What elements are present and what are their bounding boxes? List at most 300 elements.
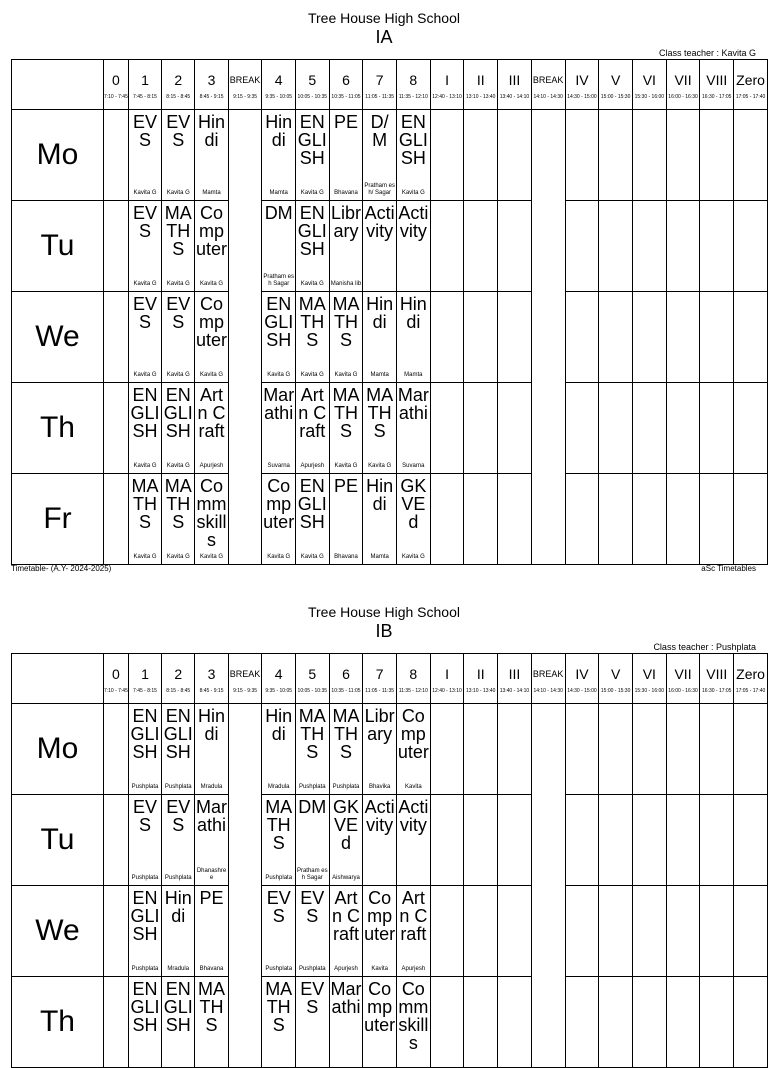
lesson-cell xyxy=(262,795,295,886)
lesson-teacher: Kavita G xyxy=(334,372,358,378)
period-time: 11:35 - 12:10 xyxy=(398,687,428,694)
lesson-cell xyxy=(195,383,228,474)
lesson-cell xyxy=(103,795,128,886)
lesson-teacher: Pratham esh Sagar xyxy=(263,274,295,287)
lesson-subject: MATHS xyxy=(131,476,159,532)
lesson-teacher: Kavita G xyxy=(300,554,324,560)
lesson-cell xyxy=(128,292,161,383)
lesson-cell xyxy=(464,383,498,474)
lesson-teacher: Kavita G xyxy=(166,281,190,287)
period-time: 13:10 - 13:40 xyxy=(465,687,496,694)
lesson-cell xyxy=(599,704,633,795)
lesson-cell xyxy=(195,292,228,383)
lesson-subject: ENGLISH xyxy=(130,706,160,762)
period-label: VII xyxy=(674,71,692,88)
day-row xyxy=(12,795,768,886)
period-time: 15:00 - 15:30 xyxy=(600,687,631,694)
lesson-teacher: Kavita G xyxy=(166,463,190,469)
lesson-cell xyxy=(103,474,128,565)
lesson-cell xyxy=(329,292,363,383)
day-label: Mo xyxy=(12,110,104,201)
period-header xyxy=(464,654,498,704)
lesson-cell xyxy=(599,383,633,474)
lesson-cell xyxy=(700,886,734,977)
class-name: IA xyxy=(375,27,393,47)
period-time: 11:05 - 11:35 xyxy=(365,93,395,100)
lesson-cell xyxy=(363,474,397,565)
lesson-cell xyxy=(734,292,768,383)
period-header xyxy=(632,60,666,110)
period-label: III xyxy=(508,71,521,88)
period-header xyxy=(329,654,363,704)
lesson-subject: Marathi xyxy=(196,797,228,835)
lesson-teacher: Kavita G xyxy=(133,190,157,196)
lesson-cell xyxy=(329,704,363,795)
period-header xyxy=(295,60,329,110)
lesson-cell xyxy=(498,977,532,1068)
lesson-cell xyxy=(195,977,228,1068)
lesson-cell xyxy=(195,795,228,886)
lesson-subject: Hindi xyxy=(198,112,226,150)
period-header xyxy=(632,654,666,704)
period-label: 3 xyxy=(207,71,216,88)
day-row xyxy=(12,886,768,977)
lesson-teacher: Pushplata xyxy=(265,966,293,972)
lesson-cell xyxy=(565,110,599,201)
class-teacher: Class teacher : Kavita G xyxy=(658,48,756,58)
lesson-teacher: Kavita G xyxy=(166,190,190,196)
lesson-cell xyxy=(498,110,532,201)
lesson-cell xyxy=(666,292,700,383)
period-label: 1 xyxy=(141,665,149,682)
lesson-subject: EVS xyxy=(300,979,325,1017)
lesson-cell xyxy=(363,292,397,383)
lesson-cell xyxy=(363,977,397,1068)
lesson-subject: MATHS xyxy=(265,979,293,1035)
lesson-subject: ENGLISH xyxy=(163,979,193,1035)
lesson-cell xyxy=(128,201,161,292)
lesson-teacher: Bhavana xyxy=(199,966,224,972)
lesson-cell xyxy=(632,292,666,383)
lesson-teacher: Pushplata xyxy=(164,784,192,790)
period-label: 7 xyxy=(375,665,384,682)
lesson-cell xyxy=(162,886,195,977)
lesson-cell xyxy=(734,977,768,1068)
lesson-cell xyxy=(262,383,295,474)
lesson-cell xyxy=(734,704,768,795)
lesson-teacher: Mradula xyxy=(200,784,223,790)
lesson-cell xyxy=(396,383,430,474)
period-time: 9:35 - 10:05 xyxy=(265,93,293,100)
lesson-cell xyxy=(464,292,498,383)
footer-left: Timetable- (A.Y- 2024-2025) xyxy=(11,564,112,573)
lesson-subject: ENGLISH xyxy=(163,385,193,441)
lesson-cell xyxy=(162,474,195,565)
lesson-cell xyxy=(700,977,734,1068)
lesson-subject: Hindi xyxy=(265,706,293,744)
lesson-teacher: Mradula xyxy=(167,966,190,972)
lesson-cell xyxy=(128,886,161,977)
lesson-teacher: Apurjesh xyxy=(300,463,325,469)
lesson-teacher: Kavita xyxy=(371,966,388,972)
class-teacher: Class teacher : Pushplata xyxy=(653,642,756,652)
period-time: 8:45 - 9:15 xyxy=(199,687,224,694)
lesson-cell xyxy=(262,292,295,383)
lesson-cell xyxy=(363,201,397,292)
lesson-cell xyxy=(162,383,195,474)
period-label: 8 xyxy=(409,71,418,88)
lesson-cell xyxy=(498,474,532,565)
period-header xyxy=(103,654,128,704)
lesson-subject: MATHS xyxy=(298,706,326,762)
lesson-cell xyxy=(498,795,532,886)
period-header xyxy=(363,60,397,110)
lesson-subject: ENGLISH xyxy=(130,385,160,441)
lesson-teacher: Bhavana xyxy=(334,190,358,196)
period-time: 11:35 - 12:10 xyxy=(398,93,428,100)
period-header xyxy=(464,60,498,110)
lesson-teacher: Mamta xyxy=(404,372,423,378)
period-time: 12:40 - 13:10 xyxy=(432,93,462,100)
period-label: 0 xyxy=(112,665,120,682)
lesson-cell xyxy=(396,977,430,1068)
lesson-cell xyxy=(396,292,430,383)
period-time: 10:35 - 11:05 xyxy=(331,687,361,694)
lesson-subject: Library xyxy=(330,203,361,241)
period-label: VI xyxy=(642,71,656,88)
period-header xyxy=(262,654,295,704)
lesson-cell xyxy=(295,383,329,474)
lesson-cell xyxy=(128,704,161,795)
period-header xyxy=(666,654,700,704)
lesson-cell xyxy=(666,110,700,201)
period-time: 9:35 - 10:05 xyxy=(265,687,293,694)
period-header xyxy=(228,654,262,704)
period-label: 0 xyxy=(112,71,120,88)
lesson-teacher: Kavita G xyxy=(300,190,324,196)
lesson-cell xyxy=(430,886,464,977)
lesson-cell xyxy=(700,474,734,565)
lesson-teacher: Suvarna xyxy=(402,463,425,469)
lesson-teacher: Kavita xyxy=(404,784,422,790)
lesson-teacher: Kavita G xyxy=(133,463,157,469)
lesson-cell xyxy=(632,886,666,977)
lesson-subject: Hindi xyxy=(198,706,226,744)
lesson-cell xyxy=(295,110,329,201)
break-column xyxy=(228,704,262,1068)
period-label: 3 xyxy=(207,665,216,682)
period-header xyxy=(128,654,161,704)
lesson-cell xyxy=(128,383,161,474)
lesson-cell xyxy=(734,474,768,565)
lesson-cell xyxy=(700,704,734,795)
period-header xyxy=(734,654,768,704)
period-header xyxy=(565,60,599,110)
day-row xyxy=(12,704,768,795)
lesson-cell xyxy=(329,110,363,201)
period-time: 13:10 - 13:40 xyxy=(465,93,496,100)
break-column xyxy=(531,110,565,565)
lesson-teacher: Pushplata xyxy=(332,784,360,790)
period-time: 15:30 - 16:00 xyxy=(634,93,665,100)
lesson-teacher: Bhavika xyxy=(368,784,391,790)
lesson-cell xyxy=(295,886,329,977)
lesson-cell xyxy=(666,201,700,292)
lesson-teacher: Kavita G xyxy=(133,281,157,287)
period-label: V xyxy=(610,665,621,682)
lesson-cell xyxy=(295,201,329,292)
period-header xyxy=(329,60,363,110)
lesson-subject: EVS xyxy=(266,888,291,926)
period-header xyxy=(498,60,532,110)
lesson-cell xyxy=(599,795,633,886)
lesson-cell xyxy=(632,110,666,201)
period-time: 7:45 - 8:15 xyxy=(133,93,157,100)
lesson-subject: PE xyxy=(333,476,358,496)
lesson-teacher: Pushplata xyxy=(298,966,326,972)
lesson-cell xyxy=(430,977,464,1068)
timetable-grid xyxy=(11,653,768,1068)
lesson-teacher: Kavita G xyxy=(166,554,190,560)
lesson-cell xyxy=(363,110,397,201)
lesson-subject: PE xyxy=(333,112,358,132)
period-label: IV xyxy=(575,71,589,88)
lesson-teacher: Pushplata xyxy=(265,875,293,881)
lesson-teacher: Mamta xyxy=(269,190,288,196)
period-label: 1 xyxy=(141,71,149,88)
lesson-cell xyxy=(430,201,464,292)
lesson-cell xyxy=(396,110,430,201)
period-time: 14:10 - 14:30 xyxy=(533,93,563,100)
lesson-subject: ENGLISH xyxy=(297,476,327,532)
lesson-cell xyxy=(734,110,768,201)
lesson-cell xyxy=(262,110,295,201)
lesson-subject: ENGLISH xyxy=(163,706,193,762)
lesson-cell xyxy=(464,474,498,565)
lesson-teacher: Kavita G xyxy=(300,281,324,287)
lesson-teacher: Mamta xyxy=(370,554,389,560)
lesson-subject: ENGLISH xyxy=(264,294,294,350)
period-header xyxy=(430,654,464,704)
break-column xyxy=(228,110,262,565)
lesson-cell xyxy=(666,886,700,977)
lesson-cell xyxy=(565,704,599,795)
lesson-cell xyxy=(734,795,768,886)
day-label: We xyxy=(12,886,104,977)
lesson-cell xyxy=(700,383,734,474)
lesson-cell xyxy=(195,110,228,201)
lesson-teacher: Kavita G xyxy=(200,554,224,560)
lesson-subject: EVS xyxy=(166,797,191,835)
lesson-teacher: Apurjesh xyxy=(334,966,358,972)
period-time: 8:45 - 9:15 xyxy=(199,93,224,100)
lesson-subject: DM xyxy=(298,797,327,817)
period-time: 16:30 - 17:05 xyxy=(702,687,732,694)
lesson-subject: Marathi xyxy=(263,385,295,423)
lesson-subject: ENGLISH xyxy=(398,112,428,168)
period-label: 4 xyxy=(274,665,283,682)
period-header xyxy=(162,60,195,110)
period-time: 16:00 - 16:30 xyxy=(668,93,698,100)
period-header xyxy=(430,60,464,110)
period-time: 17:05 - 17:40 xyxy=(735,93,766,100)
lesson-cell xyxy=(329,474,363,565)
period-header-row xyxy=(12,60,768,110)
lesson-cell xyxy=(599,886,633,977)
lesson-cell xyxy=(498,201,532,292)
lesson-cell xyxy=(666,474,700,565)
lesson-cell xyxy=(700,110,734,201)
period-time: 7:45 - 8:15 xyxy=(133,687,157,694)
lesson-subject: EVS xyxy=(132,797,157,835)
period-label: BREAK xyxy=(532,74,564,85)
period-label: I xyxy=(445,71,449,88)
lesson-teacher: Dhanashree xyxy=(196,868,227,881)
lesson-teacher: Kavita G xyxy=(200,372,224,378)
period-header xyxy=(295,654,329,704)
period-label: I xyxy=(445,665,449,682)
lesson-cell xyxy=(565,977,599,1068)
lesson-cell xyxy=(295,704,329,795)
lesson-cell xyxy=(565,383,599,474)
lesson-cell xyxy=(666,383,700,474)
lesson-cell xyxy=(162,977,195,1068)
period-header xyxy=(128,60,161,110)
break-column xyxy=(531,704,565,1068)
lesson-cell xyxy=(103,977,128,1068)
school-name: Tree House High School xyxy=(307,10,460,26)
lesson-subject: MATHS xyxy=(332,294,360,350)
lesson-cell xyxy=(565,474,599,565)
day-label: Tu xyxy=(12,201,104,292)
lesson-teacher: Kavita G xyxy=(267,554,291,560)
lesson-cell xyxy=(103,383,128,474)
day-label: We xyxy=(12,292,104,383)
period-time: 10:05 - 10:35 xyxy=(297,687,328,694)
lesson-cell xyxy=(195,704,228,795)
lesson-cell xyxy=(666,704,700,795)
lesson-subject: EVS xyxy=(300,888,325,926)
period-time: 12:40 - 13:10 xyxy=(432,687,462,694)
day-row xyxy=(12,292,768,383)
lesson-subject: EVS xyxy=(132,294,157,332)
period-label: II xyxy=(476,665,485,682)
period-time: 9:15 - 9:35 xyxy=(233,93,257,100)
lesson-cell xyxy=(464,795,498,886)
lesson-cell xyxy=(162,110,195,201)
lesson-cell xyxy=(464,977,498,1068)
lesson-teacher: Apurjesh xyxy=(401,966,426,972)
lesson-cell xyxy=(498,292,532,383)
lesson-cell xyxy=(430,383,464,474)
period-label: 6 xyxy=(342,665,350,682)
lesson-cell xyxy=(195,474,228,565)
day-row xyxy=(12,110,768,201)
lesson-teacher: Kavita G xyxy=(368,463,392,469)
period-header xyxy=(565,654,599,704)
lesson-teacher: Pushplata xyxy=(131,875,159,881)
lesson-cell xyxy=(363,704,397,795)
period-time: 9:15 - 9:35 xyxy=(233,687,257,694)
lesson-subject: ENGLISH xyxy=(130,979,160,1035)
lesson-cell xyxy=(103,201,128,292)
lesson-cell xyxy=(565,201,599,292)
lesson-subject: Library xyxy=(364,706,395,744)
period-time: 15:00 - 15:30 xyxy=(600,93,631,100)
lesson-teacher: Kavita G xyxy=(166,372,190,378)
lesson-cell xyxy=(262,474,295,565)
lesson-teacher: Pratham esh Sagar xyxy=(296,868,328,881)
lesson-teacher: Kavita G xyxy=(133,554,157,560)
period-label: VIII xyxy=(706,71,728,88)
lesson-cell xyxy=(599,201,633,292)
lesson-cell xyxy=(498,886,532,977)
lesson-teacher: Mamta xyxy=(370,372,389,378)
period-label: II xyxy=(476,71,485,88)
lesson-subject: Computer xyxy=(196,203,228,259)
lesson-subject: Hindi xyxy=(164,888,192,926)
period-time: 14:30 - 15:00 xyxy=(567,687,597,694)
lesson-subject: Hindi xyxy=(366,476,394,514)
period-header xyxy=(734,60,768,110)
period-header-row xyxy=(12,654,768,704)
day-label: Tu xyxy=(12,795,104,886)
lesson-cell xyxy=(464,110,498,201)
lesson-subject: Hindi xyxy=(366,294,394,332)
day-label: Th xyxy=(12,977,104,1068)
lesson-cell xyxy=(162,201,195,292)
lesson-cell xyxy=(700,795,734,886)
lesson-subject: Hindi xyxy=(399,294,427,332)
lesson-subject: MATHS xyxy=(298,294,326,350)
lesson-subject: EVS xyxy=(166,112,191,150)
lesson-subject: DM xyxy=(264,203,293,223)
period-time: 17:05 - 17:40 xyxy=(735,687,766,694)
lesson-subject: Computer xyxy=(263,476,295,532)
lesson-subject: MATHS xyxy=(332,706,360,762)
period-label: 8 xyxy=(409,665,418,682)
lesson-cell xyxy=(363,795,397,886)
lesson-teacher: Pratham esh/ Sagar xyxy=(364,183,395,196)
period-label: V xyxy=(610,71,621,88)
lesson-subject: Art n Craft xyxy=(331,888,360,944)
lesson-cell xyxy=(632,474,666,565)
period-time: 8:15 - 8:45 xyxy=(166,687,191,694)
period-label: 2 xyxy=(174,71,183,88)
lesson-cell xyxy=(599,292,633,383)
lesson-cell xyxy=(329,795,363,886)
lesson-cell xyxy=(666,977,700,1068)
lesson-teacher: Pushplata xyxy=(164,875,192,881)
period-time: 16:30 - 17:05 xyxy=(702,93,732,100)
lesson-cell xyxy=(599,110,633,201)
lesson-subject: ENGLISH xyxy=(130,888,160,944)
period-label: BREAK xyxy=(532,668,564,679)
period-label: Zero xyxy=(736,665,765,682)
lesson-cell xyxy=(396,795,430,886)
lesson-cell xyxy=(162,292,195,383)
lesson-teacher: Kavita G xyxy=(334,463,358,469)
period-header xyxy=(396,654,430,704)
lesson-subject: MATHS xyxy=(332,385,360,441)
lesson-cell xyxy=(295,292,329,383)
period-header xyxy=(531,60,565,110)
lesson-cell xyxy=(734,201,768,292)
lesson-cell xyxy=(295,795,329,886)
lesson-cell xyxy=(666,795,700,886)
lesson-subject: Art n Craft xyxy=(197,385,226,441)
lesson-cell xyxy=(262,886,295,977)
